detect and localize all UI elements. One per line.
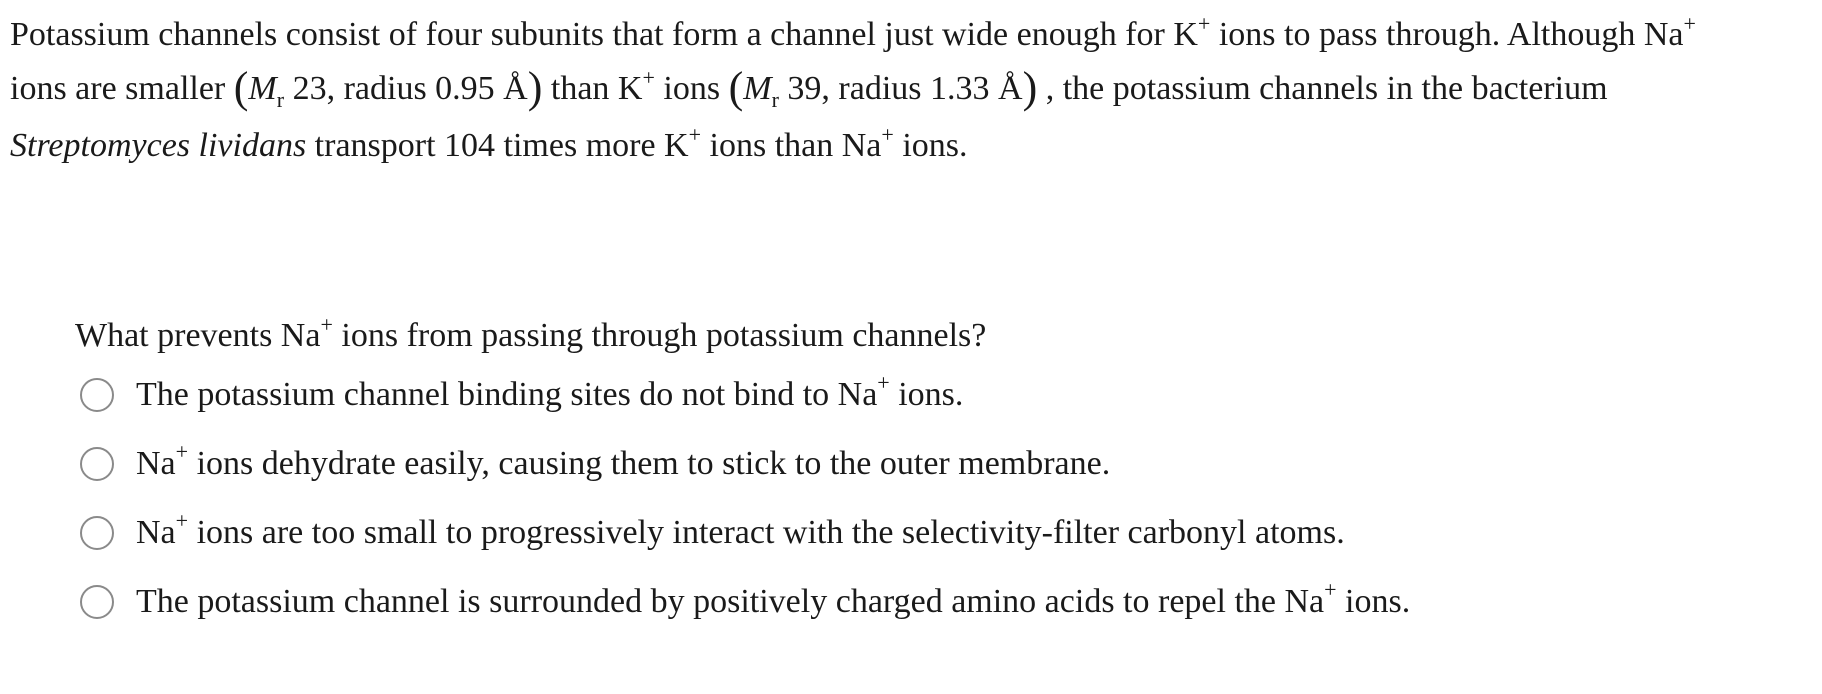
open-parenthesis: (	[233, 63, 249, 112]
question-text: What prevents Na	[75, 317, 321, 354]
question-text: ions from passing through potassium channels?	[332, 317, 987, 354]
superscript: +	[320, 311, 333, 337]
superscript: +	[688, 121, 702, 147]
passage-text: , the potassium channels in the bacterium	[1037, 70, 1608, 107]
subscript: r	[771, 87, 779, 112]
passage-text: than K	[542, 70, 643, 107]
molar-mass-symbol: M	[743, 70, 772, 107]
superscript: +	[881, 121, 894, 147]
passage-text: Potassium channels consist of four subunits that form a channel just wide enough for K	[10, 16, 1198, 53]
option-text: ions dehydrate easily, causing them to stick to the outer membrane.	[188, 444, 1111, 482]
passage-line-1	[10, 8, 1810, 62]
passage-line-2	[10, 62, 1810, 119]
passage	[10, 8, 1810, 173]
superscript: +	[1197, 10, 1211, 36]
passage-text: ions to pass through. Although Na	[1210, 16, 1684, 53]
option-text: Na	[136, 513, 176, 551]
passage-text: transport 104 times more K	[306, 127, 689, 164]
question-prompt	[75, 311, 987, 358]
passage-text: 23, radius 0.95 Å	[284, 70, 528, 107]
option-text: ions.	[889, 375, 964, 413]
radio-unselected-icon[interactable]	[80, 585, 114, 619]
answer-option-3[interactable]	[80, 498, 1410, 567]
answer-option-4[interactable]	[80, 567, 1410, 636]
superscript: +	[1683, 10, 1696, 36]
option-text: The potassium channel binding sites do not bind to Na	[136, 375, 878, 413]
option-label[interactable]	[136, 370, 964, 414]
passage-text: ions than Na	[701, 127, 882, 164]
superscript: +	[642, 64, 655, 90]
passage-text: ions	[654, 70, 729, 107]
option-label[interactable]	[136, 439, 1111, 483]
option-text: The potassium channel is surrounded by positively charged amino acids to repel the Na	[136, 582, 1325, 620]
option-text: Na	[136, 444, 176, 482]
superscript: +	[175, 508, 189, 534]
radio-unselected-icon[interactable]	[80, 447, 114, 481]
close-parenthesis: )	[527, 63, 543, 112]
answer-option-1[interactable]	[80, 360, 1410, 429]
close-parenthesis: )	[1022, 63, 1038, 112]
species-name: Streptomyces lividans	[10, 127, 307, 164]
passage-text: 39, radius 1.33 Å	[778, 70, 1023, 107]
superscript: +	[877, 370, 890, 396]
molar-mass-symbol: M	[248, 70, 277, 107]
option-text: ions.	[1336, 582, 1411, 620]
option-label[interactable]	[136, 577, 1411, 621]
passage-text: ions are smaller	[10, 70, 234, 107]
answer-options	[80, 360, 1410, 636]
subscript: r	[276, 87, 285, 112]
passage-text: ions.	[893, 127, 968, 164]
option-text: ions are too small to progressively interact with the selectivity-filter carbonyl atoms.	[188, 513, 1345, 551]
open-parenthesis: (	[728, 63, 744, 112]
answer-option-2[interactable]	[80, 429, 1410, 498]
option-label[interactable]	[136, 508, 1345, 552]
superscript: +	[1324, 577, 1337, 603]
passage-line-3	[10, 119, 1810, 173]
superscript: +	[175, 439, 189, 465]
radio-unselected-icon[interactable]	[80, 378, 114, 412]
radio-unselected-icon[interactable]	[80, 516, 114, 550]
